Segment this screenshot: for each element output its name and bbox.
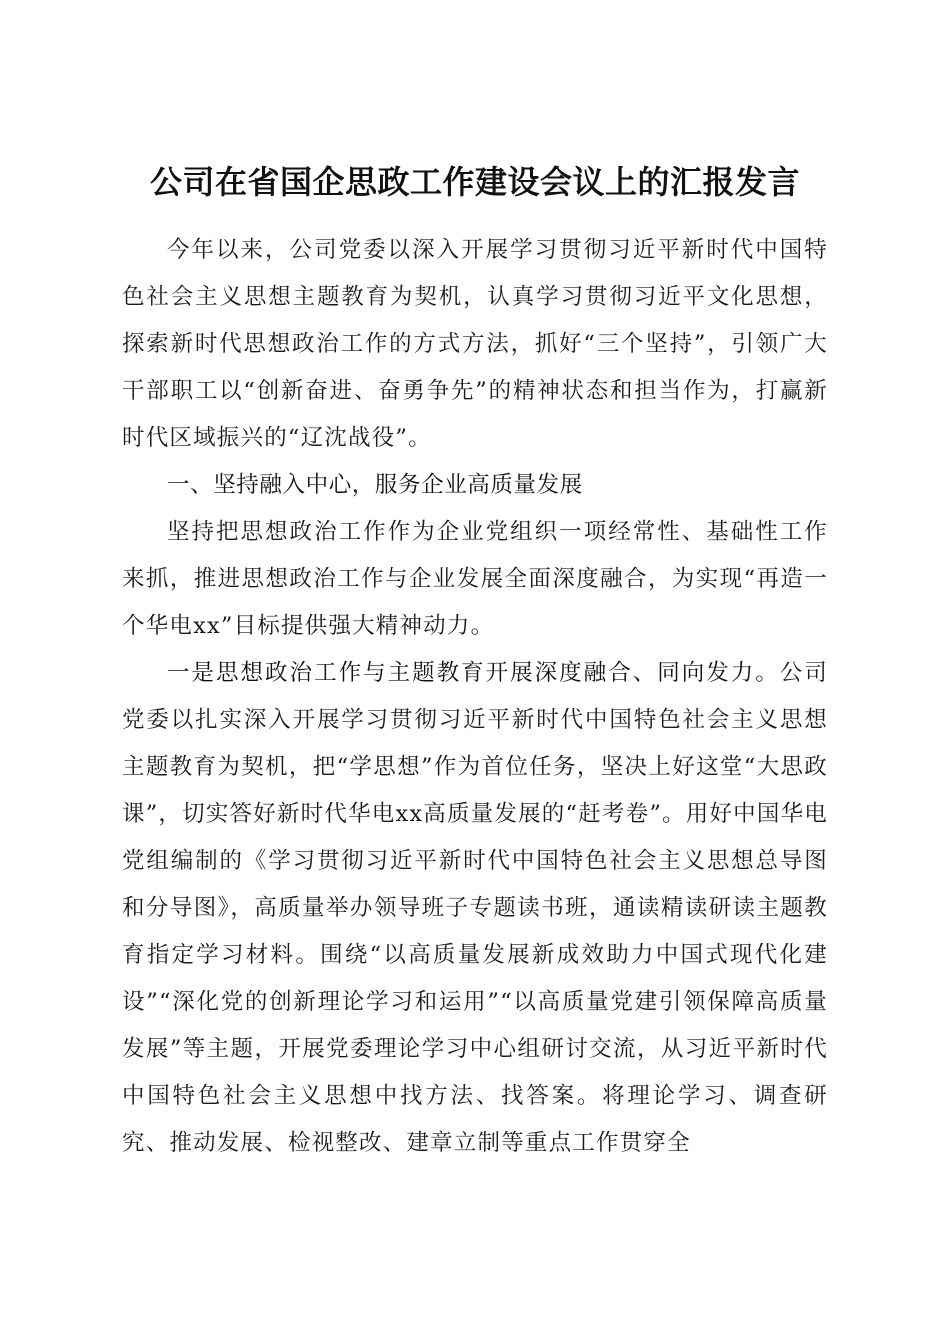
point-text: 公司党委以扎实深入开展学习贯彻习近平新时代中国特色社会主义思想主题教育为契机，把“学思想”作为首位任务，坚决上好这堂“大思政课”，切实答好新时代华电xx高质量发展的“赶考卷”。用好中国华电党组编制的《学习贯彻习近平新时代中国特色社会主义思想总导图和分导图》，高质量举办领导班子专题读书班，通读精读研读主题教育指定学习材料。围绕“以高质量发展新成效助力中国式现代化建设”“深化党的创新理论学习和运用”“以高质量党建引领保障高质量发展”等主题，开展党委理论学习中心组研讨交流，从习近平新时代中国特色社会主义思想中找方法、找答案。将理论学习、调查研究、推动发展、检视整改、建章立制等重点工作贯穿全 xyxy=(122,660,828,1156)
document-title: 公司在省国企思政工作建设会议上的汇报发言 xyxy=(149,163,800,202)
section-paragraph: 坚持把思想政治工作作为企业党组织一项经常性、基础性工作来抓，推进思想政治工作与企业发展全面深度融合，为实现“再造一个华电xx”目标提供强大精神动力。 xyxy=(122,519,828,639)
point-paragraph xyxy=(122,650,828,1167)
section-heading: 一、坚持融入中心，服务企业高质量发展 xyxy=(167,472,583,498)
intro-paragraph: 今年以来，公司党委以深入开展学习贯彻习近平新时代中国特色社会主义思想主题教育为契机，认真学习贯彻习近平文化思想，探索新时代思想政治工作的方式方法，抓好“三个坚持”，引领广大干部职工以“创新奋进、奋勇争先”的精神状态和担当作为，打赢新时代区域振兴的“辽沈战役”。 xyxy=(122,237,828,451)
document-body xyxy=(122,227,828,1167)
point-lead: 一是思想政治工作与主题教育开展深度融合、同向发力。 xyxy=(167,660,780,686)
